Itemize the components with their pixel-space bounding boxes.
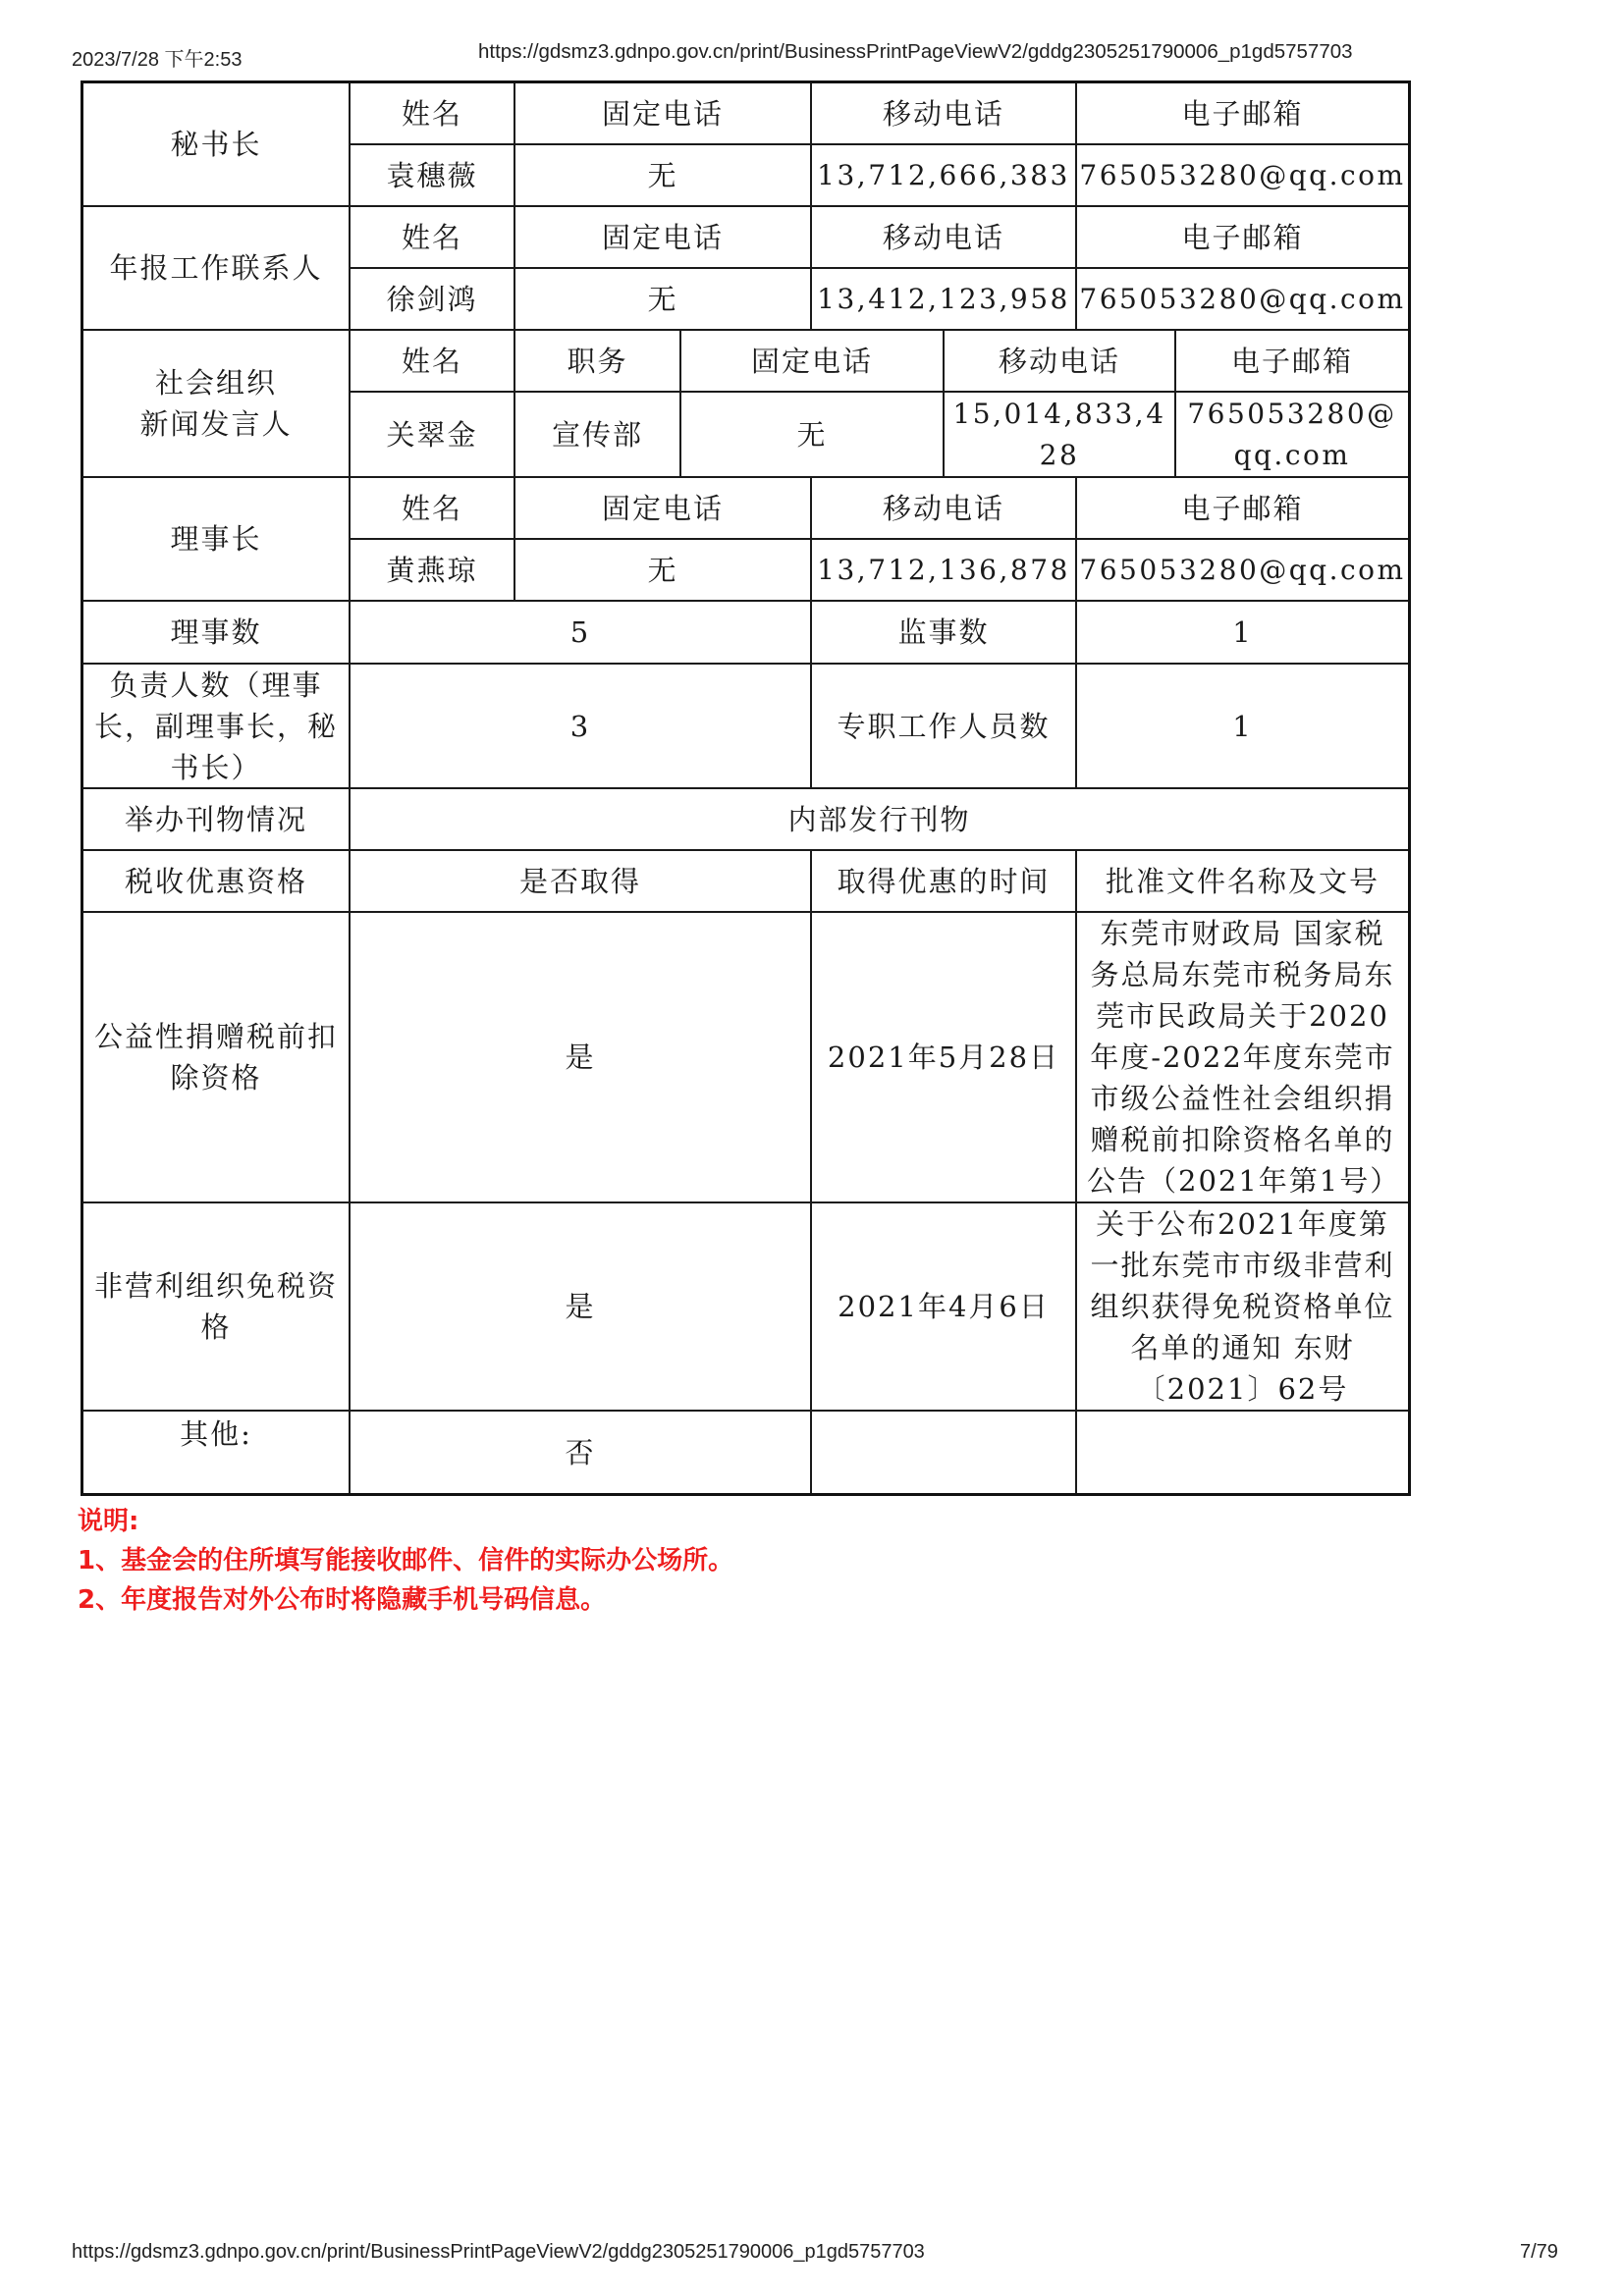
report-contact-mobile-header: 移动电话 (812, 207, 1077, 269)
tax-row-nonprofit-obtained: 是 (351, 1203, 812, 1412)
publication-value: 内部发行刊物 (351, 789, 1408, 851)
tax-label: 税收优惠资格 (83, 851, 351, 913)
supervisors-count-label: 监事数 (812, 602, 1077, 665)
staff-count-label: 专职工作人员数 (812, 665, 1077, 789)
report-contact-name: 徐剑鸿 (351, 269, 515, 331)
spokesperson-mobile-header: 移动电话 (945, 331, 1176, 393)
spokesperson-fixed: 无 (681, 393, 945, 478)
report-contact-email-header: 电子邮箱 (1077, 207, 1408, 269)
report-contact-label: 年报工作联系人 (83, 207, 351, 331)
tax-row-other-label: 其他: (83, 1412, 351, 1493)
spokesperson-label-line1: 社会组织 (154, 366, 277, 400)
report-contact-fixed: 无 (515, 269, 812, 331)
leaders-count-label: 负责人数（理事长，副理事长，秘书长） (83, 665, 351, 789)
tax-row-nonprofit-label: 非营利组织免税资格 (83, 1203, 351, 1412)
spokesperson-fixed-header: 固定电话 (681, 331, 945, 393)
tax-row-donation-time: 2021年5月28日 (812, 913, 1077, 1203)
print-datetime: 2023/7/28 下午2:53 (72, 49, 243, 71)
secretary-name: 袁穗薇 (351, 145, 515, 207)
chairman-name-header: 姓名 (351, 478, 515, 540)
tax-row-other-time (812, 1412, 1077, 1493)
print-header-url: https://gdsmz3.gdnpo.gov.cn/print/BusinessPrintPageViewV2/gddg2305251790006_p1gd5757703 (478, 40, 1353, 63)
directors-count-label: 理事数 (83, 602, 351, 665)
chairman-label: 理事长 (83, 478, 351, 602)
supervisors-count-value: 1 (1077, 602, 1408, 665)
spokesperson-email-header: 电子邮箱 (1176, 331, 1408, 393)
secretary-mobile-header: 移动电话 (812, 83, 1077, 145)
chairman-email: 765053280@qq.com (1077, 540, 1408, 602)
tax-time-header: 取得优惠的时间 (812, 851, 1077, 913)
secretary-label: 秘书长 (83, 83, 351, 207)
spokesperson-name: 关翠金 (351, 393, 515, 478)
notes-title: 说明: (78, 1507, 139, 1536)
spokesperson-mobile: 15,014,833,428 (945, 393, 1176, 478)
spokesperson-post: 宣传部 (515, 393, 681, 478)
spokesperson-name-header: 姓名 (351, 331, 515, 393)
note-line-1: 1、基金会的住所填写能接收邮件、信件的实际办公场所。 (78, 1546, 734, 1575)
secretary-fixed-header: 固定电话 (515, 83, 812, 145)
chairman-email-header: 电子邮箱 (1077, 478, 1408, 540)
tax-row-nonprofit-doc: 关于公布2021年度第一批东莞市市级非营利组织获得免税资格单位名单的通知 东财〔2021〕62号 (1077, 1203, 1408, 1412)
chairman-name: 黄燕琼 (351, 540, 515, 602)
directors-count-value: 5 (351, 602, 812, 665)
tax-row-nonprofit-time: 2021年4月6日 (812, 1203, 1077, 1412)
spokesperson-label-line2: 新闻发言人 (139, 407, 293, 441)
secretary-fixed: 无 (515, 145, 812, 207)
chairman-mobile: 13,712,136,878 (812, 540, 1077, 602)
secretary-name-header: 姓名 (351, 83, 515, 145)
secretary-email-header: 电子邮箱 (1077, 83, 1408, 145)
tax-row-donation-doc: 东莞市财政局 国家税务总局东莞市税务局东莞市民政局关于2020年度-2022年度东莞市市级公益性社会组织捐赠税前扣除资格名单的公告（2021年第1号） (1077, 913, 1408, 1203)
report-contact-fixed-header: 固定电话 (515, 207, 812, 269)
tax-obtained-header: 是否取得 (351, 851, 812, 913)
print-footer-url: https://gdsmz3.gdnpo.gov.cn/print/BusinessPrintPageViewV2/gddg2305251790006_p1gd5757703 (72, 2241, 925, 2263)
report-contact-email: 765053280@qq.com (1077, 269, 1408, 331)
staff-count-value: 1 (1077, 665, 1408, 789)
tax-doc-header: 批准文件名称及文号 (1077, 851, 1408, 913)
annual-report-table (81, 80, 1411, 1496)
secretary-email: 765053280@qq.com (1077, 145, 1408, 207)
tax-row-donation-label: 公益性捐赠税前扣除资格 (83, 913, 351, 1203)
notes-section (78, 1502, 733, 1620)
page-number: 7/79 (1520, 2241, 1558, 2263)
spokesperson-post-header: 职务 (515, 331, 681, 393)
leaders-count-value: 3 (351, 665, 812, 789)
tax-row-other-obtained: 否 (351, 1412, 812, 1493)
publication-label: 举办刊物情况 (83, 789, 351, 851)
spokesperson-label (83, 331, 351, 478)
report-contact-mobile: 13,412,123,958 (812, 269, 1077, 331)
chairman-mobile-header: 移动电话 (812, 478, 1077, 540)
tax-row-other-doc (1077, 1412, 1408, 1493)
tax-row-donation-obtained: 是 (351, 913, 812, 1203)
note-line-2: 2、年度报告对外公布时将隐藏手机号码信息。 (78, 1585, 607, 1615)
spokesperson-email: 765053280@qq.com (1176, 393, 1408, 478)
report-contact-name-header: 姓名 (351, 207, 515, 269)
secretary-mobile: 13,712,666,383 (812, 145, 1077, 207)
chairman-fixed: 无 (515, 540, 812, 602)
chairman-fixed-header: 固定电话 (515, 478, 812, 540)
